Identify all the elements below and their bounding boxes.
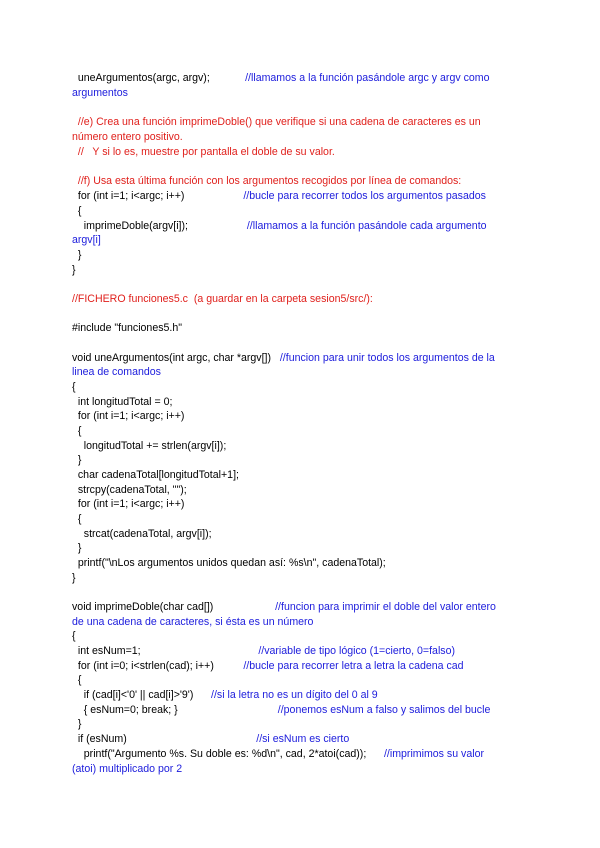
code-comment: //llamamos a la función pasándole cada argumento: [246, 220, 487, 232]
code-comment: argv[i]: [72, 234, 101, 246]
code-line: for (int i=1; i<argc; i++) //bucle para recorrer todos los argumentos pasados: [72, 190, 486, 202]
code-line: {: [72, 205, 82, 217]
code-line: longitudTotal += strlen(argv[i]);: [72, 440, 227, 452]
code-comment: //si esNum es cierto: [256, 733, 350, 745]
code-comment: //imprimimos su valor: [383, 748, 485, 760]
code-comment: de una cadena de caracteres, si ésta es un número: [72, 616, 314, 628]
code-line: }: [72, 264, 76, 276]
code-line: {: [72, 674, 82, 686]
file-heading: //FICHERO funciones5.c (a guardar en la carpeta sesion5/src/):: [72, 293, 373, 305]
code-comment: //llamamos a la función pasándole argc y argv como: [245, 72, 490, 84]
code-line: {: [72, 630, 76, 642]
function-signature: void imprimeDoble(char cad[]) //funcion para imprimir el doble del valor entero: [72, 601, 496, 613]
code-line: printf("\nLos argumentos unidos quedan así: %s\n", cadenaTotal);: [72, 557, 386, 569]
exercise-heading: //e) Crea una función imprimeDoble() que verifique si una cadena de caracteres es un: [72, 116, 481, 128]
code-line: imprimeDoble(argv[i]); //llamamos a la función pasándole cada argumento: [72, 220, 487, 232]
code-line: {: [72, 513, 82, 525]
code-comment: //variable de tipo lógico (1=cierto, 0=falso): [258, 645, 456, 657]
code-line: printf("Argumento %s. Su doble es: %d\n", cad, 2*atoi(cad)); //imprimimos su valor: [72, 748, 485, 760]
code-line: if (esNum) //si esNum es cierto: [72, 733, 350, 745]
code-comment: (atoi) multiplicado por 2: [72, 763, 183, 775]
code-comment: //ponemos esNum a falso y salimos del bucle: [277, 704, 491, 716]
code-comment: //bucle para recorrer todos los argumentos pasados: [243, 190, 486, 202]
code-line: for (int i=1; i<argc; i++): [72, 498, 185, 510]
code-line: char cadenaTotal[longitudTotal+1];: [72, 469, 239, 481]
code-line: int longitudTotal = 0;: [72, 396, 173, 408]
code-line: }: [72, 454, 82, 466]
code-comment: argumentos: [72, 87, 128, 99]
code-line: }: [72, 572, 76, 584]
exercise-heading: //f) Usa esta última función con los argumentos recogidos por línea de comandos:: [72, 175, 462, 187]
exercise-heading: número entero positivo.: [72, 131, 183, 143]
code-line: int esNum=1; //variable de tipo lógico (1=cierto, 0=falso): [72, 645, 456, 657]
code-comment: //si la letra no es un dígito del 0 al 9: [211, 689, 378, 701]
include-line: #include "funciones5.h": [72, 322, 183, 334]
code-line: strcat(cadenaTotal, argv[i]);: [72, 528, 212, 540]
code-comment: //funcion para unir todos los argumentos de la: [279, 352, 495, 364]
code-line: {: [72, 381, 76, 393]
code-line: for (int i=0; i<strlen(cad); i++) //bucle para recorrer letra a letra la cadena cad: [72, 660, 464, 672]
code-line: }: [72, 249, 82, 261]
code-comment: //funcion para imprimir el doble del valor entero: [275, 601, 496, 613]
code-line: if (cad[i]<'0' || cad[i]>'9') //si la letra no es un dígito del 0 al 9: [72, 689, 378, 701]
code-comment: linea de comandos: [72, 366, 161, 378]
code-line: {: [72, 425, 82, 437]
code-line: }: [72, 718, 82, 730]
exercise-heading: // Y si lo es, muestre por pantalla el doble de su valor.: [72, 146, 335, 158]
code-line: { esNum=0; break; } //ponemos esNum a falso y salimos del bucle: [72, 704, 491, 716]
code-line: }: [72, 542, 82, 554]
code-comment: //bucle para recorrer letra a letra la cadena cad: [243, 660, 464, 672]
code-line: strcpy(cadenaTotal, "");: [72, 484, 187, 496]
function-signature: void uneArgumentos(int argc, char *argv[]) //funcion para unir todos los argumentos de la: [72, 352, 495, 364]
code-line: for (int i=1; i<argc; i++): [72, 410, 185, 422]
code-line: uneArgumentos(argc, argv); //llamamos a la función pasándole argc y argv como: [72, 72, 490, 84]
